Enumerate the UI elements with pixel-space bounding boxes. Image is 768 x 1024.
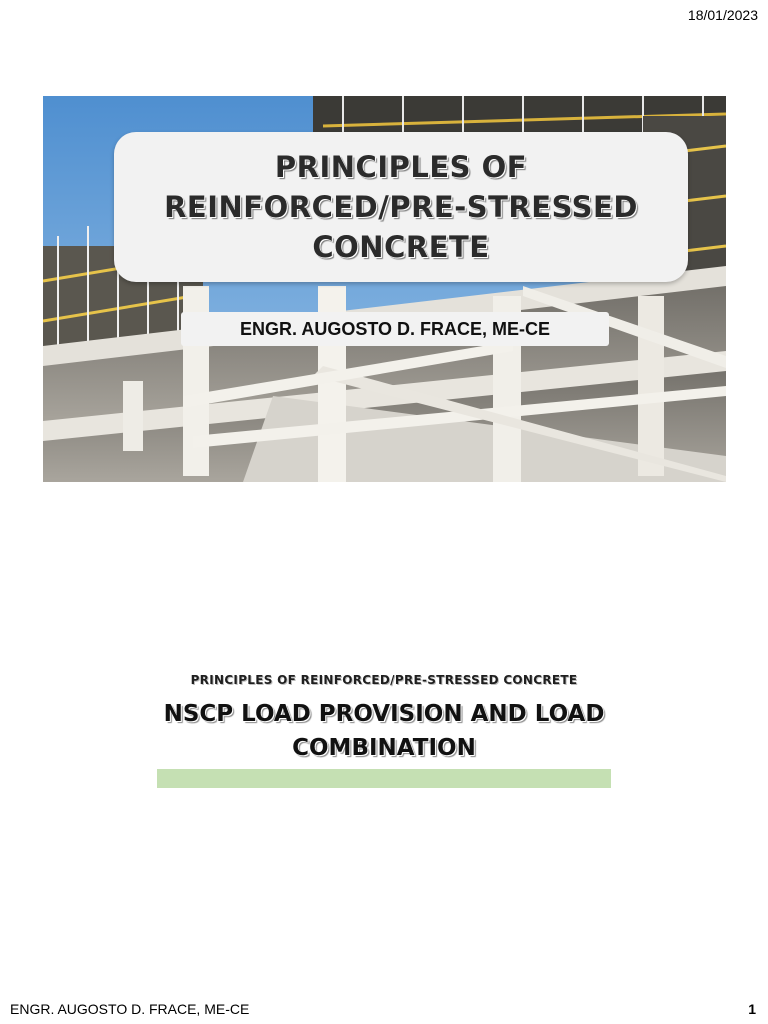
slide-1-author-box — [181, 312, 609, 346]
slide-2-accent-bar — [157, 769, 611, 788]
slide-1-title: PRINCIPLES OF REINFORCED/PRE-STRESSED CONCRETE — [164, 150, 638, 264]
slide-2-title: NSCP LOAD PROVISION AND LOAD COMBINATION — [163, 701, 605, 761]
slide-1 — [43, 96, 726, 482]
slide-1-author: ENGR. AUGOSTO D. FRACE, ME-CE — [239, 318, 551, 339]
slide-2-kicker: PRINCIPLES OF REINFORCED/PRE-STRESSED CONCRETE — [190, 673, 578, 687]
footer-author: ENGR. AUGOSTO D. FRACE, ME-CE — [10, 1001, 250, 1017]
slide-1-title-box — [114, 132, 688, 282]
page-number: 1 — [748, 1001, 756, 1017]
page-date: 18/01/2023 — [687, 7, 758, 23]
